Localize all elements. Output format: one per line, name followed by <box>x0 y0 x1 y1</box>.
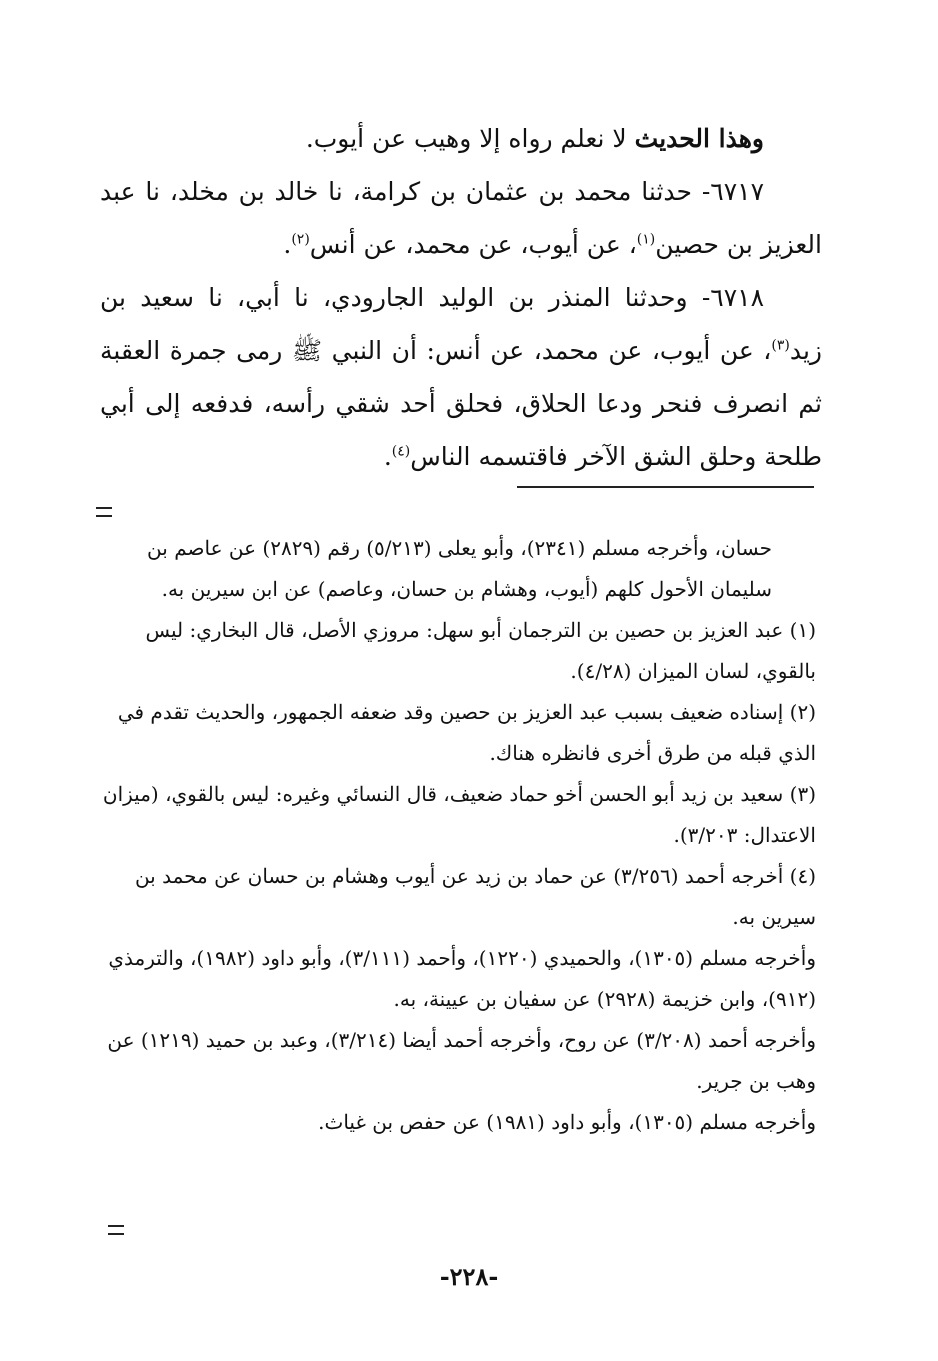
hadith-6718-text-1: ٦٧١٨- وحدثنا المنذر بن الوليد الجارودي، نا أبي، نا سعيد بن زيد <box>100 283 822 365</box>
footnote-1: (١) عبد العزيز بن حصين بن الترجمان أبو سهل: مروزي الأصل، قال البخاري: ليس بالقوي، لسان الميزان (٤/٢٨). <box>145 618 816 683</box>
footnotes <box>100 528 816 1143</box>
hadith-6717-text-1: ٦٧١٧- حدثنا محمد بن عثمان بن كرامة، نا خالد بن مخلد، نا عبد العزيز بن حصين <box>100 177 822 259</box>
page-number: -٢٢٨- <box>439 1262 499 1291</box>
intro-line <box>100 112 822 165</box>
footnote-4: (٤) أخرجه أحمد (٣/٢٥٦) عن حماد بن زيد عن أيوب وهشام بن حسان عن محمد بن سيرين به. <box>134 864 816 929</box>
footnote-ref-3: (٣) <box>771 337 790 354</box>
footnote-ref-4: (٤) <box>391 443 411 460</box>
footnote-ref-2: (٢) <box>291 231 310 248</box>
main-text <box>100 112 822 483</box>
footnote-separator <box>517 486 814 488</box>
hadith-6717-text-2: ، عن أيوب، عن محمد، عن أنس <box>309 230 637 259</box>
continued-on-next-mark <box>108 1225 124 1235</box>
footnote-2: (٢) إسناده ضعيف بسبب عبد العزيز بن حصين وقد ضعفه الجمهور، والحديث تقدم في الذي قبله من طرق أخرى فانظره هناك. <box>117 700 816 765</box>
continued-from-previous-mark <box>96 507 112 517</box>
hadith-6717-end: . <box>283 230 292 259</box>
footnote-ref-1: (١) <box>636 231 656 248</box>
footnote-4-part-2: وأخرجه مسلم (١٣٠٥)، والحميدي (١٢٢٠)، وأحمد (٣/١١١)، وأبو داود (١٩٨٢)، والترمذي (٩١٢)، وابن خزيمة (٢٩٢٨) عن سفيان بن عيينة، به. <box>108 946 816 1011</box>
hadith-6718-end: . <box>383 442 392 471</box>
footnote-4-part-4: وأخرجه مسلم (١٣٠٥)، وأبو داود (١٩٨١) عن حفص بن غياث. <box>318 1110 816 1134</box>
intro-rest: لا نعلم رواه إلا وهيب عن أيوب. <box>305 124 627 153</box>
footnote-3: (٣) سعيد بن زيد أبو الحسن أخو حماد ضعيف، قال النسائي وغيره: ليس بالقوي، (ميزان الاعتدال: ٣/٢٠٣). <box>102 782 816 847</box>
intro-bold: وهذا الحديث <box>634 124 764 153</box>
footnote-continuation: حسان، وأخرجه مسلم (٢٣٤١)، وأبو يعلى (٥/٢١٣) رقم (٢٨٢٩) عن عاصم بن سليمان الأحول كلهم (أيوب، وهشام بن حسان، وعاصم) عن ابن سيرين به. <box>147 536 772 601</box>
hadith-6718-text-2: ، عن أيوب، عن محمد، عن أنس: أن النبي ﷺ رمى جمرة العقبة ثم انصرف فنحر ودعا الحلاق، فحلق أحد شقي رأسه، فدفعه إلى أبي طلحة وحلق الشق الآخر فاقتسمه الناس <box>100 336 822 471</box>
footnote-4-part-3: وأخرجه أحمد (٣/٢٠٨) عن روح، وأخرجه أحمد أيضا (٣/٢١٤)، وعبد بن حميد (١٢١٩) عن وهب بن جرير. <box>107 1028 816 1093</box>
hadith-6717 <box>100 165 822 271</box>
hadith-6718 <box>100 271 822 483</box>
